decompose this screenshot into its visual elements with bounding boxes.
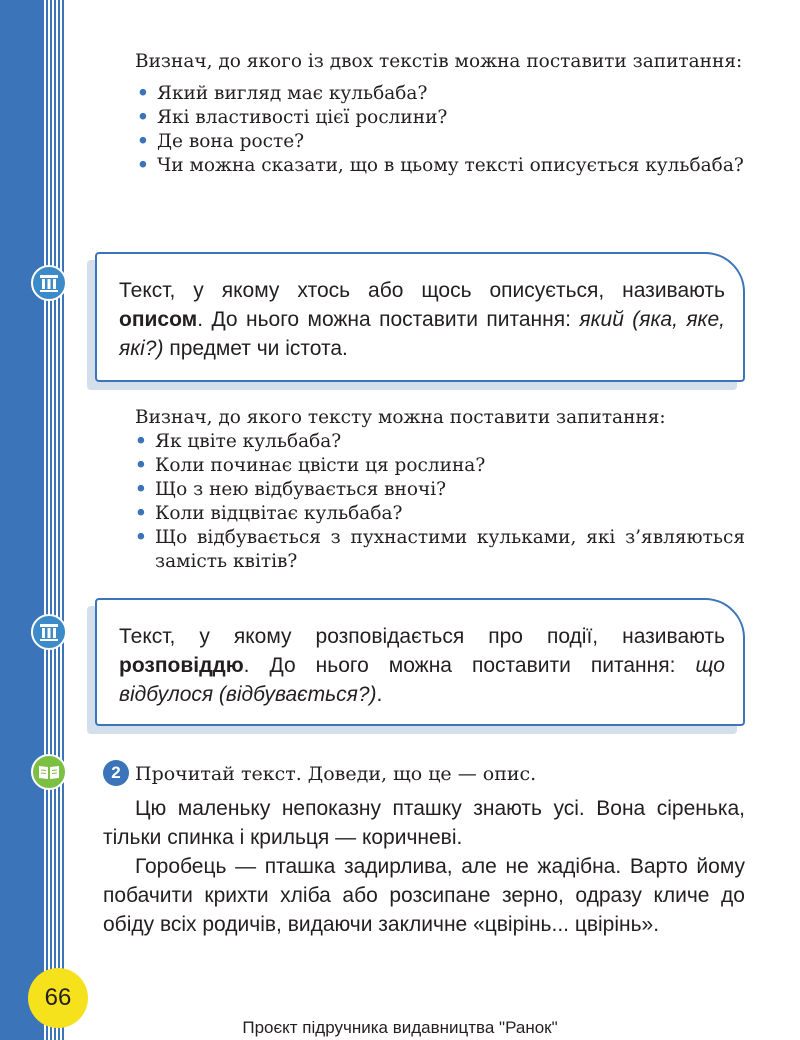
exercise-heading bbox=[103, 760, 745, 786]
task2-item: • Як цвіте кульбаба? bbox=[133, 430, 745, 454]
task1-item: • Чи можна сказати, що в цьому тексті описується кульбаба? bbox=[135, 154, 745, 178]
column-building-icon bbox=[31, 265, 67, 301]
task1-item: • Які властивості цієї рослини? bbox=[135, 106, 745, 130]
story-paragraph: Горобець — пташка задирлива, але не жадібна. Варто йому побачити крихти хліба або розсипане зерно, одразу кличе до обіду всіх родичів, видаючи закличне «цвірінь... цвірінь». bbox=[103, 855, 745, 936]
task1-item: • Де вона росте? bbox=[135, 130, 745, 154]
task2-item: • Коли відцвітає кульбаба? bbox=[133, 502, 745, 526]
rule1-term: описом bbox=[119, 308, 198, 331]
task1-question: Визнач, до якого із двох текстів можна поставити запитання: bbox=[135, 51, 743, 72]
rule2-term: розповіддю bbox=[119, 654, 244, 677]
task2 bbox=[135, 406, 745, 574]
task1 bbox=[135, 50, 745, 178]
task1-item: • Який вигляд має кульбаба? bbox=[135, 82, 745, 106]
rule2-question: що відбулося (відбувається?) bbox=[119, 654, 725, 706]
spine-stripes bbox=[44, 0, 64, 1040]
story-paragraph: Цю маленьку непоказну пташку знають усі. Вона сіренька, тільки спинка і крильця — коричневі. bbox=[103, 797, 745, 849]
footer-note: Проєкт підручника видавництва "Ранок" bbox=[242, 1018, 558, 1037]
open-book-icon bbox=[31, 754, 67, 790]
rule-narration-box bbox=[95, 598, 745, 726]
rule1-text: предмет чи істота. bbox=[163, 337, 348, 360]
task1-list bbox=[135, 82, 745, 178]
rule1-text: Текст, у якому хтось або щось описується, називають bbox=[119, 279, 725, 302]
exercise-instruction: Прочитай текст. Доведи, що це — опис. bbox=[135, 763, 537, 785]
task2-item: • Коли починає цвісти ця рослина? bbox=[133, 454, 745, 478]
task2-list bbox=[133, 430, 745, 574]
exercise-number-badge: 2 bbox=[103, 760, 129, 786]
column-building-icon bbox=[31, 614, 67, 650]
rule-description-box bbox=[95, 252, 745, 382]
task2-item: • Що відбувається з пухнастими кульками, які з’являються замість квітів? bbox=[133, 526, 745, 574]
task2-question: Визнач, до якого тексту можна поставити запитання: bbox=[135, 407, 666, 428]
rule1-question: який (яка, яке, які?) bbox=[119, 308, 725, 360]
rule2-text: . До нього можна поставити питання: bbox=[243, 654, 696, 677]
exercise-2 bbox=[103, 760, 745, 939]
task2-item: • Що з нею відбувається вночі? bbox=[133, 478, 745, 502]
rule2-text: Текст, у якому розповідається про події, називають bbox=[119, 625, 725, 648]
page-number: 66 bbox=[44, 984, 72, 1011]
story-text bbox=[103, 794, 745, 939]
rule2-text: . bbox=[376, 683, 383, 706]
rule1-text: . До нього можна поставити питання: bbox=[197, 308, 580, 331]
